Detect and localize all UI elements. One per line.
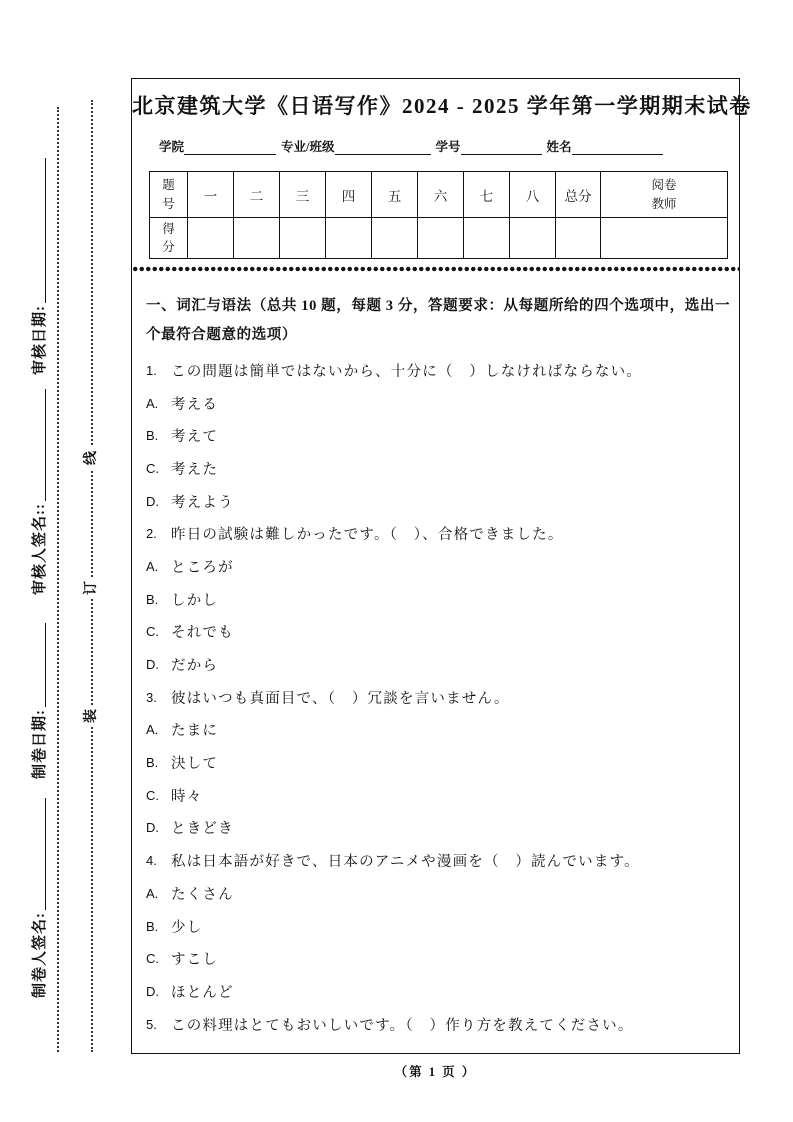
- option-key: B.: [146, 591, 159, 607]
- option-item: [146, 583, 731, 616]
- cell-score-empty: [418, 218, 464, 259]
- cell-score-header: [150, 218, 188, 259]
- option-item: [146, 975, 731, 1008]
- option-text: しかし: [171, 592, 219, 609]
- field-blank-line: [335, 154, 431, 155]
- option-item: [146, 550, 731, 583]
- option-key: D.: [146, 657, 159, 673]
- field-major-class: [281, 137, 430, 155]
- option-text: 決して: [171, 756, 219, 773]
- margin-label-papermaking-date: [27, 614, 54, 779]
- option-text: ときどき: [171, 821, 234, 838]
- page-footer: （第 1 页 ）: [394, 1065, 477, 1079]
- field-blank-line: [461, 154, 542, 155]
- cell-score-empty: [188, 218, 234, 259]
- signature-line: [45, 623, 46, 707]
- cell-score-empty: [280, 218, 326, 259]
- option-item: [146, 812, 731, 845]
- option-item: [146, 648, 731, 681]
- option-text: すこし: [171, 952, 219, 969]
- option-key: A.: [146, 885, 159, 901]
- field-label: 专业/班级: [281, 140, 335, 154]
- field-student-id: [436, 137, 542, 155]
- signature-line: [45, 158, 46, 303]
- cell-question-number-header: [150, 172, 188, 218]
- cell-score-empty: [234, 218, 280, 259]
- question-item: [146, 681, 731, 714]
- option-item: [146, 387, 731, 420]
- margin-label-auditor-signature: [27, 380, 54, 595]
- option-key: D.: [146, 983, 159, 999]
- cell-text: 得: [162, 221, 175, 236]
- binding-line-char: 装: [81, 705, 103, 727]
- margin-label-audit-date: [27, 150, 54, 375]
- question-number: 2.: [146, 526, 157, 542]
- cell-col-header: 三: [280, 172, 326, 218]
- cell-col-header: 四: [326, 172, 372, 218]
- binding-line-char: 线: [81, 447, 103, 469]
- question-text: 私は日本語が好きで、日本のアニメや漫画を（ ）読んでいます。: [171, 854, 640, 871]
- cell-score-empty: [510, 218, 556, 259]
- option-item: [146, 714, 731, 747]
- option-item: [146, 779, 731, 812]
- field-label: 学院: [159, 140, 185, 154]
- field-label: 学号: [435, 140, 461, 154]
- option-key: D.: [146, 493, 159, 509]
- cell-text: 号: [162, 196, 175, 211]
- option-text: それでも: [171, 625, 234, 642]
- question-number: 3.: [146, 689, 157, 705]
- score-table-score-row: [150, 218, 728, 259]
- header-fields: [159, 137, 739, 155]
- option-item: [146, 485, 731, 518]
- option-key: C.: [146, 951, 159, 967]
- question-text: この問題は簡単ではないから、十分に（ ）しなければならない。: [171, 363, 642, 380]
- option-text: たまに: [171, 723, 219, 740]
- question-number: 5.: [146, 1016, 157, 1032]
- cell-score-empty: [556, 218, 601, 259]
- cell-col-header: 一: [188, 172, 234, 218]
- signature-line: [45, 389, 46, 501]
- score-table: [149, 171, 728, 259]
- cell-score-empty: [464, 218, 510, 259]
- option-item: [146, 452, 731, 485]
- option-text: 時々: [171, 788, 203, 805]
- option-item: [146, 910, 731, 943]
- option-item: [146, 419, 731, 452]
- dotted-separator: [132, 266, 739, 272]
- cell-score-empty: [372, 218, 418, 259]
- field-college: [159, 137, 276, 155]
- question-list: [146, 354, 731, 1040]
- field-name: [547, 137, 663, 155]
- option-text: 少し: [171, 919, 203, 936]
- option-item: [146, 942, 731, 975]
- field-blank-line: [184, 154, 276, 155]
- cell-total-header: 总分: [556, 172, 601, 218]
- cell-col-header: 五: [372, 172, 418, 218]
- exam-sheet: [131, 78, 752, 1054]
- option-item: [146, 877, 731, 910]
- section-heading: 一、词汇与语法（总共 10 题，每题 3 分，答题要求：从每题所给的四个选项中，选出一个最符合题意的选项）: [146, 298, 731, 343]
- option-key: D.: [146, 820, 159, 836]
- question-number: 4.: [146, 853, 157, 869]
- page-title: 北京建筑大学《日语写作》2024 - 2025 学年第一学期期末试卷: [132, 94, 752, 118]
- option-key: C.: [146, 624, 159, 640]
- question-item: [146, 1008, 731, 1041]
- option-key: B.: [146, 918, 159, 934]
- field-blank-line: [572, 154, 663, 155]
- cell-col-header: 六: [418, 172, 464, 218]
- margin-label-papermaker-signature: [27, 788, 54, 998]
- question-number: 1.: [146, 362, 157, 378]
- option-text: 考えて: [171, 429, 219, 446]
- binding-dotted-line-outer: [91, 100, 93, 1052]
- question-text: 昨日の試験は難しかったです。（ ）、合格できました。: [171, 527, 564, 544]
- cell-col-header: 七: [464, 172, 510, 218]
- margin-label-text: 制卷日期:: [32, 709, 48, 779]
- option-text: だから: [171, 658, 219, 675]
- question-item: [146, 844, 731, 877]
- margin-label-text: 审核人签名::: [32, 503, 48, 595]
- option-key: B.: [146, 755, 159, 771]
- option-key: B.: [146, 428, 159, 444]
- cell-col-header: 二: [234, 172, 280, 218]
- cell-col-header: 八: [510, 172, 556, 218]
- binding-line-char: 订: [81, 577, 103, 599]
- option-text: 考えよう: [171, 494, 234, 511]
- cell-score-empty: [601, 218, 728, 259]
- cell-grader-header: [601, 172, 728, 218]
- option-text: たくさん: [171, 886, 234, 903]
- option-item: [146, 746, 731, 779]
- option-key: A.: [146, 722, 159, 738]
- cell-text: 阅卷: [651, 178, 677, 193]
- option-text: ところが: [171, 559, 234, 576]
- option-key: C.: [146, 787, 159, 803]
- margin-label-text: 审核日期:: [32, 305, 48, 375]
- option-key: A.: [146, 558, 159, 574]
- question-item: [146, 517, 731, 550]
- signature-line: [45, 798, 46, 910]
- cell-text: 分: [162, 240, 175, 254]
- binding-dotted-line-inner: [57, 107, 59, 1052]
- option-item: [146, 616, 731, 649]
- option-text: ほとんど: [171, 984, 234, 1001]
- option-text: 考える: [171, 396, 219, 413]
- cell-text: 题: [162, 178, 175, 193]
- option-key: C.: [146, 460, 159, 476]
- question-text: 彼はいつも真面目で、（ ）冗談を言いません。: [171, 690, 510, 707]
- option-key: A.: [146, 395, 159, 411]
- question-item: [146, 354, 731, 387]
- field-label: 姓名: [546, 140, 572, 154]
- margin-label-text: 制卷人签名:: [32, 912, 48, 998]
- option-text: 考えた: [171, 461, 219, 478]
- score-table-header-row: [150, 172, 728, 218]
- cell-text: 教师: [651, 196, 677, 211]
- question-text: この料理はとてもおいしいです。（ ）作り方を教えてください。: [171, 1017, 634, 1034]
- cell-score-empty: [326, 218, 372, 259]
